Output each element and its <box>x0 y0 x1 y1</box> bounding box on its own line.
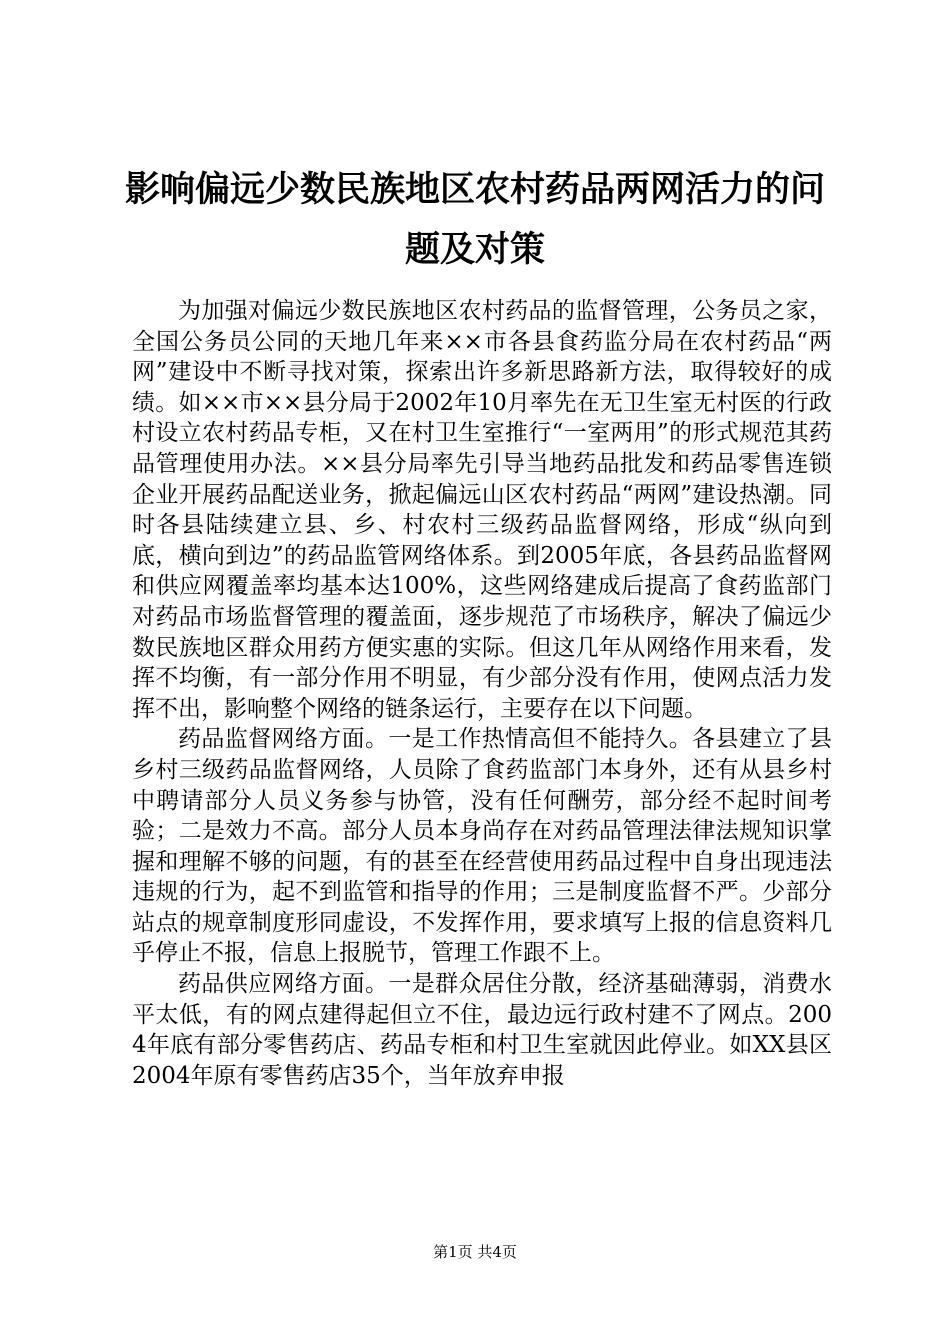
document-title: 影响偏远少数民族地区农村药品两网活力的问题及对策 <box>124 169 825 270</box>
paragraph-supervision-network: 药品监督网络方面。一是工作热情高但不能持久。各县建立了县乡村三级药品监督网络，人员除了食药监部门本身外，还有从县乡村中聘请部分人员义务参与协管，没有任何酬劳，部分经不起时间考验；二是效力不高。部分人员本身尚存在对药品管理法律法规知识掌握和理解不够的问题，有的甚至在经营使用药品过程中自身出现违法违规的行为，起不到监管和指导的作用；三是制度监督不严。少部分站点的规章制度形同虚设，不发挥作用，要求填写上报的信息资料几乎停止不报，信息上报脱节，管理工作跟不上。 <box>132 726 832 967</box>
paragraph-supply-network: 药品供应网络方面。一是群众居住分散，经济基础薄弱，消费水平太低，有的网点建得起但立不住，最边远行政村建不了网点。2004年底有部分零售药店、药品专柜和村卫生室就因此停业。如XX县区2004年原有零售药店35个，当年放弃申报 <box>132 971 832 1089</box>
paragraph-intro: 为加强对偏远少数民族地区农村药品的监督管理，公务员之家，全国公务员公同的天地几年来××市各县食药监分局在农村药品“两网”建设中不断寻找对策，探索出许多新思路新方法，取得较好的成绩。如××市××县分局于2002年10月率先在无卫生室无村医的行政村设立农村药品专柜，又在村卫生室推行“一室两用”的形式规范其药品管理使用办法。××县分局率先引导当地药品批发和药品零售连锁企业开展药品配送业务，掀起偏远山区农村药品“两网”建设热潮。同时各县陆续建立县、乡、村农村三级药品监督网络，形成“纵向到底，横向到边”的药品监管网络体系。到2005年底，各县药品监督网和供应网覆盖率均基本达100%，这些网络建成后提高了食药监部门对药品市场监督管理的覆盖面，逐步规范了市场秩序，解决了偏远少数民族地区群众用药方便实惠的实际。但这几年从网络作用来看，发挥不均衡，有一部分作用不明显，有少部分没有作用，使网点活力发挥不出，影响整个网络的链条运行，主要存在以下问题。 <box>132 298 832 722</box>
document-body <box>132 296 832 1091</box>
page-footer: 第1页 共4页 <box>433 1243 517 1261</box>
